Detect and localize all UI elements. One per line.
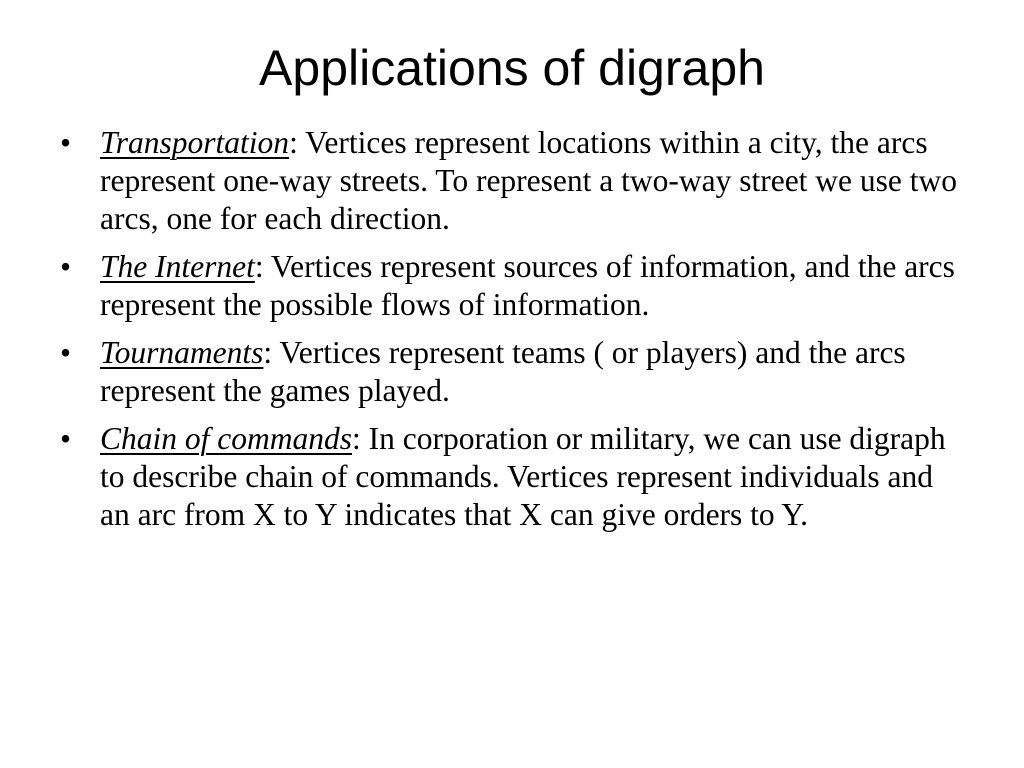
bullet-text: In corporation or military, we can use digraph to describe chain of commands. Vertices represent individuals and an arc from X to Y indicates that X can give orders to Y.	[100, 421, 946, 532]
bullet-separator: :	[254, 249, 264, 284]
bullet-separator: :	[289, 125, 298, 160]
bullet-term: The Internet	[100, 249, 255, 284]
bullet-marker: •	[60, 421, 72, 456]
bullet-list	[60, 124, 970, 544]
bullet-term: Chain of commands	[100, 421, 352, 456]
bullet-item-chain-of-commands	[60, 420, 970, 534]
bullet-separator: :	[263, 335, 273, 370]
bullet-marker: •	[60, 249, 72, 284]
bullet-term: Tournaments	[100, 335, 264, 370]
bullet-item-transportation	[60, 124, 970, 238]
bullet-term: Transportation	[100, 125, 290, 160]
bullet-marker: •	[60, 335, 72, 370]
bullet-separator: :	[352, 421, 361, 456]
bullet-item-tournaments	[60, 334, 970, 410]
bullet-marker: •	[60, 125, 72, 160]
bullet-item-internet	[60, 248, 970, 324]
bullet-text: Vertices represent sources of information, and the arcs represent the possible flows of information.	[100, 249, 955, 322]
bullet-text: Vertices represent teams ( or players) and the arcs represent the games played.	[100, 335, 906, 408]
slide-title: Applications of digraph	[259, 40, 765, 96]
bullet-text: Vertices represent locations within a city, the arcs represent one-way streets. To represent a two-way street we use two arcs, one for each direction.	[100, 125, 958, 236]
